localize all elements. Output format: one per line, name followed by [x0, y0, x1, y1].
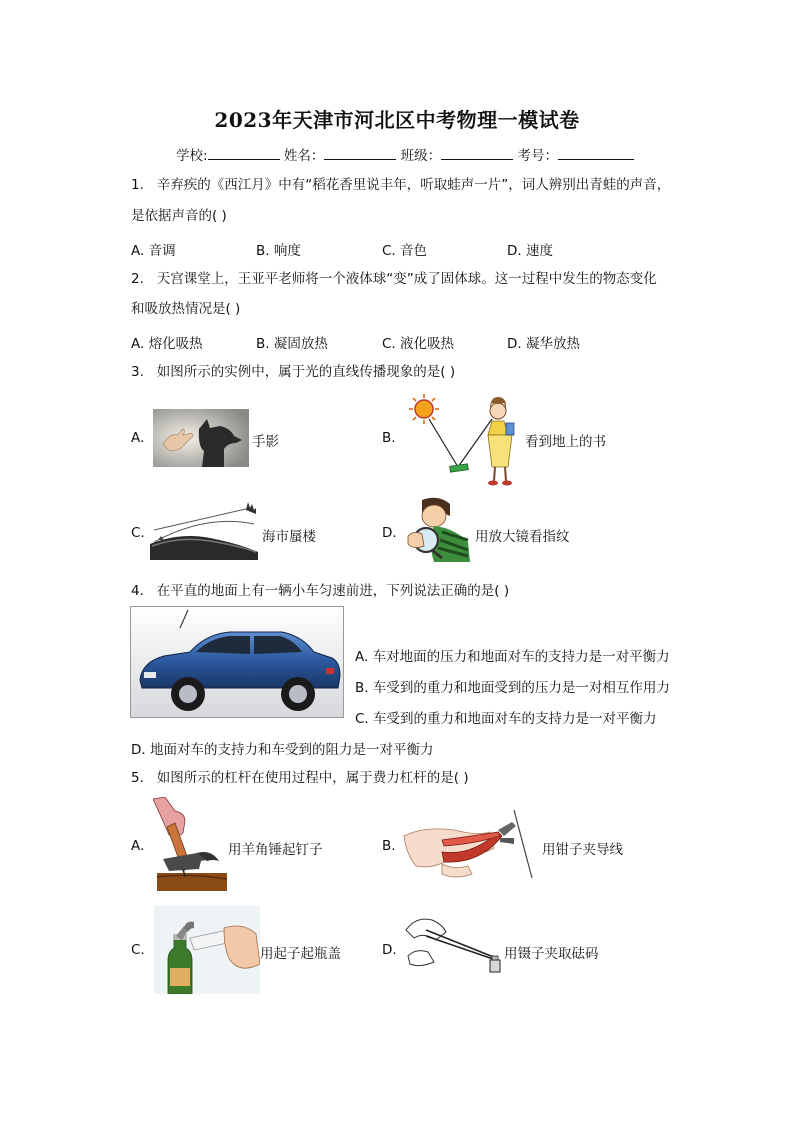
- q4-option-d[interactable]: D. 地面对车的支持力和车受到的阻力是一对平衡力: [131, 742, 434, 758]
- q2-option-c[interactable]: C. 液化吸热: [382, 336, 455, 352]
- q1-option-a[interactable]: A. 音调: [131, 243, 176, 259]
- q5-option-d-letter[interactable]: D.: [382, 942, 397, 958]
- question-1-line2: 是依据声音的( ): [131, 208, 227, 224]
- question-text: 辛弃疾的《西江月》中有“稻花香里说丰年，听取蛙声一片”，词人辨别出青蛙的声音，: [156, 177, 671, 193]
- question-4: [131, 581, 509, 601]
- school-label: 学校:: [176, 148, 208, 164]
- question-1: [131, 175, 670, 195]
- question-text: 如图所示的杠杆在使用过程中，属于费力杠杆的是( ): [156, 770, 469, 786]
- q3-option-c-letter[interactable]: C.: [131, 525, 145, 541]
- q5-option-b-caption: 用钳子夹导线: [542, 842, 623, 858]
- q3-option-b-caption: 看到地上的书: [525, 434, 606, 450]
- q2-option-d[interactable]: D. 凝华放热: [507, 336, 580, 352]
- question-number: 3.: [131, 364, 144, 380]
- hand-shadow-image: [153, 409, 249, 467]
- tweezers-image: [404, 912, 504, 976]
- question-number: 4.: [131, 583, 144, 599]
- sun-icon: [409, 394, 439, 424]
- question-number: 2.: [131, 271, 144, 287]
- q3-option-a-caption: 手影: [252, 434, 279, 450]
- q2-option-a[interactable]: A. 熔化吸热: [131, 336, 203, 352]
- q3-option-c-caption: 海市蜃楼: [262, 529, 316, 545]
- name-label: 姓名：: [283, 148, 325, 164]
- car-image: [130, 606, 344, 718]
- id-label: 考号：: [517, 148, 558, 164]
- q5-option-a-letter[interactable]: A.: [131, 838, 145, 854]
- hammer-head-icon: [163, 852, 219, 871]
- question-number: 1.: [131, 177, 144, 193]
- question-3: [131, 362, 455, 382]
- question-text: 在平直的地面上有一辆小车匀速前进，下列说法正确的是( ): [156, 583, 510, 599]
- q5-option-d-caption: 用镊子夹取砝码: [504, 946, 599, 962]
- id-field[interactable]: [558, 147, 634, 160]
- q2-option-b[interactable]: B. 凝固放热: [256, 336, 328, 352]
- q4-option-c[interactable]: C. 车受到的重力和地面对车的支持力是一对平衡力: [355, 711, 657, 727]
- q4-option-b[interactable]: B. 车受到的重力和地面受到的压力是一对相互作用力: [355, 680, 670, 696]
- q3-option-b-letter[interactable]: B.: [382, 430, 396, 446]
- q5-option-a-caption: 用羊角锤起钉子: [228, 842, 323, 858]
- reflection-book-image: [402, 389, 526, 489]
- question-number: 5.: [131, 770, 144, 786]
- q3-option-a-letter[interactable]: A.: [131, 430, 145, 446]
- claw-hammer-image: [153, 797, 227, 893]
- q1-option-d[interactable]: D. 速度: [507, 243, 553, 259]
- q5-option-c-caption: 用起子起瓶盖: [260, 946, 341, 962]
- q1-option-c[interactable]: C. 音色: [382, 243, 428, 259]
- magnifier-boy-image: [404, 496, 472, 562]
- q3-option-d-caption: 用放大镜看指纹: [475, 529, 570, 545]
- girl-icon: [488, 397, 514, 486]
- question-2: [131, 269, 657, 289]
- q3-option-d-letter[interactable]: D.: [382, 525, 397, 541]
- question-text: 如图所示的实例中，属于光的直线传播现象的是( ): [156, 364, 456, 380]
- name-field[interactable]: [324, 147, 396, 160]
- student-info-line: [176, 144, 634, 164]
- question-2-line2: 和吸放热情况是( ): [131, 301, 241, 317]
- school-field[interactable]: [208, 147, 280, 160]
- q4-option-a[interactable]: A. 车对地面的压力和地面对车的支持力是一对平衡力: [355, 649, 670, 665]
- mirage-image: [150, 494, 262, 560]
- class-field[interactable]: [441, 147, 513, 160]
- page-title: 2023年天津市河北区中考物理一模试卷: [214, 108, 580, 132]
- question-5: [131, 768, 469, 788]
- tweezers-icon: [426, 930, 496, 960]
- pliers-jaw-icon: [498, 822, 516, 844]
- pliers-image: [402, 806, 538, 882]
- q1-option-b[interactable]: B. 响度: [256, 243, 301, 259]
- bottle-opener-image: [154, 906, 260, 994]
- q5-option-b-letter[interactable]: B.: [382, 838, 396, 854]
- class-label: 班级：: [400, 148, 442, 164]
- q5-option-c-letter[interactable]: C.: [131, 942, 145, 958]
- question-text: 天宫课堂上，王亚平老师将一个液体球“变”成了固体球。这一过程中发生的物态变化: [156, 271, 657, 287]
